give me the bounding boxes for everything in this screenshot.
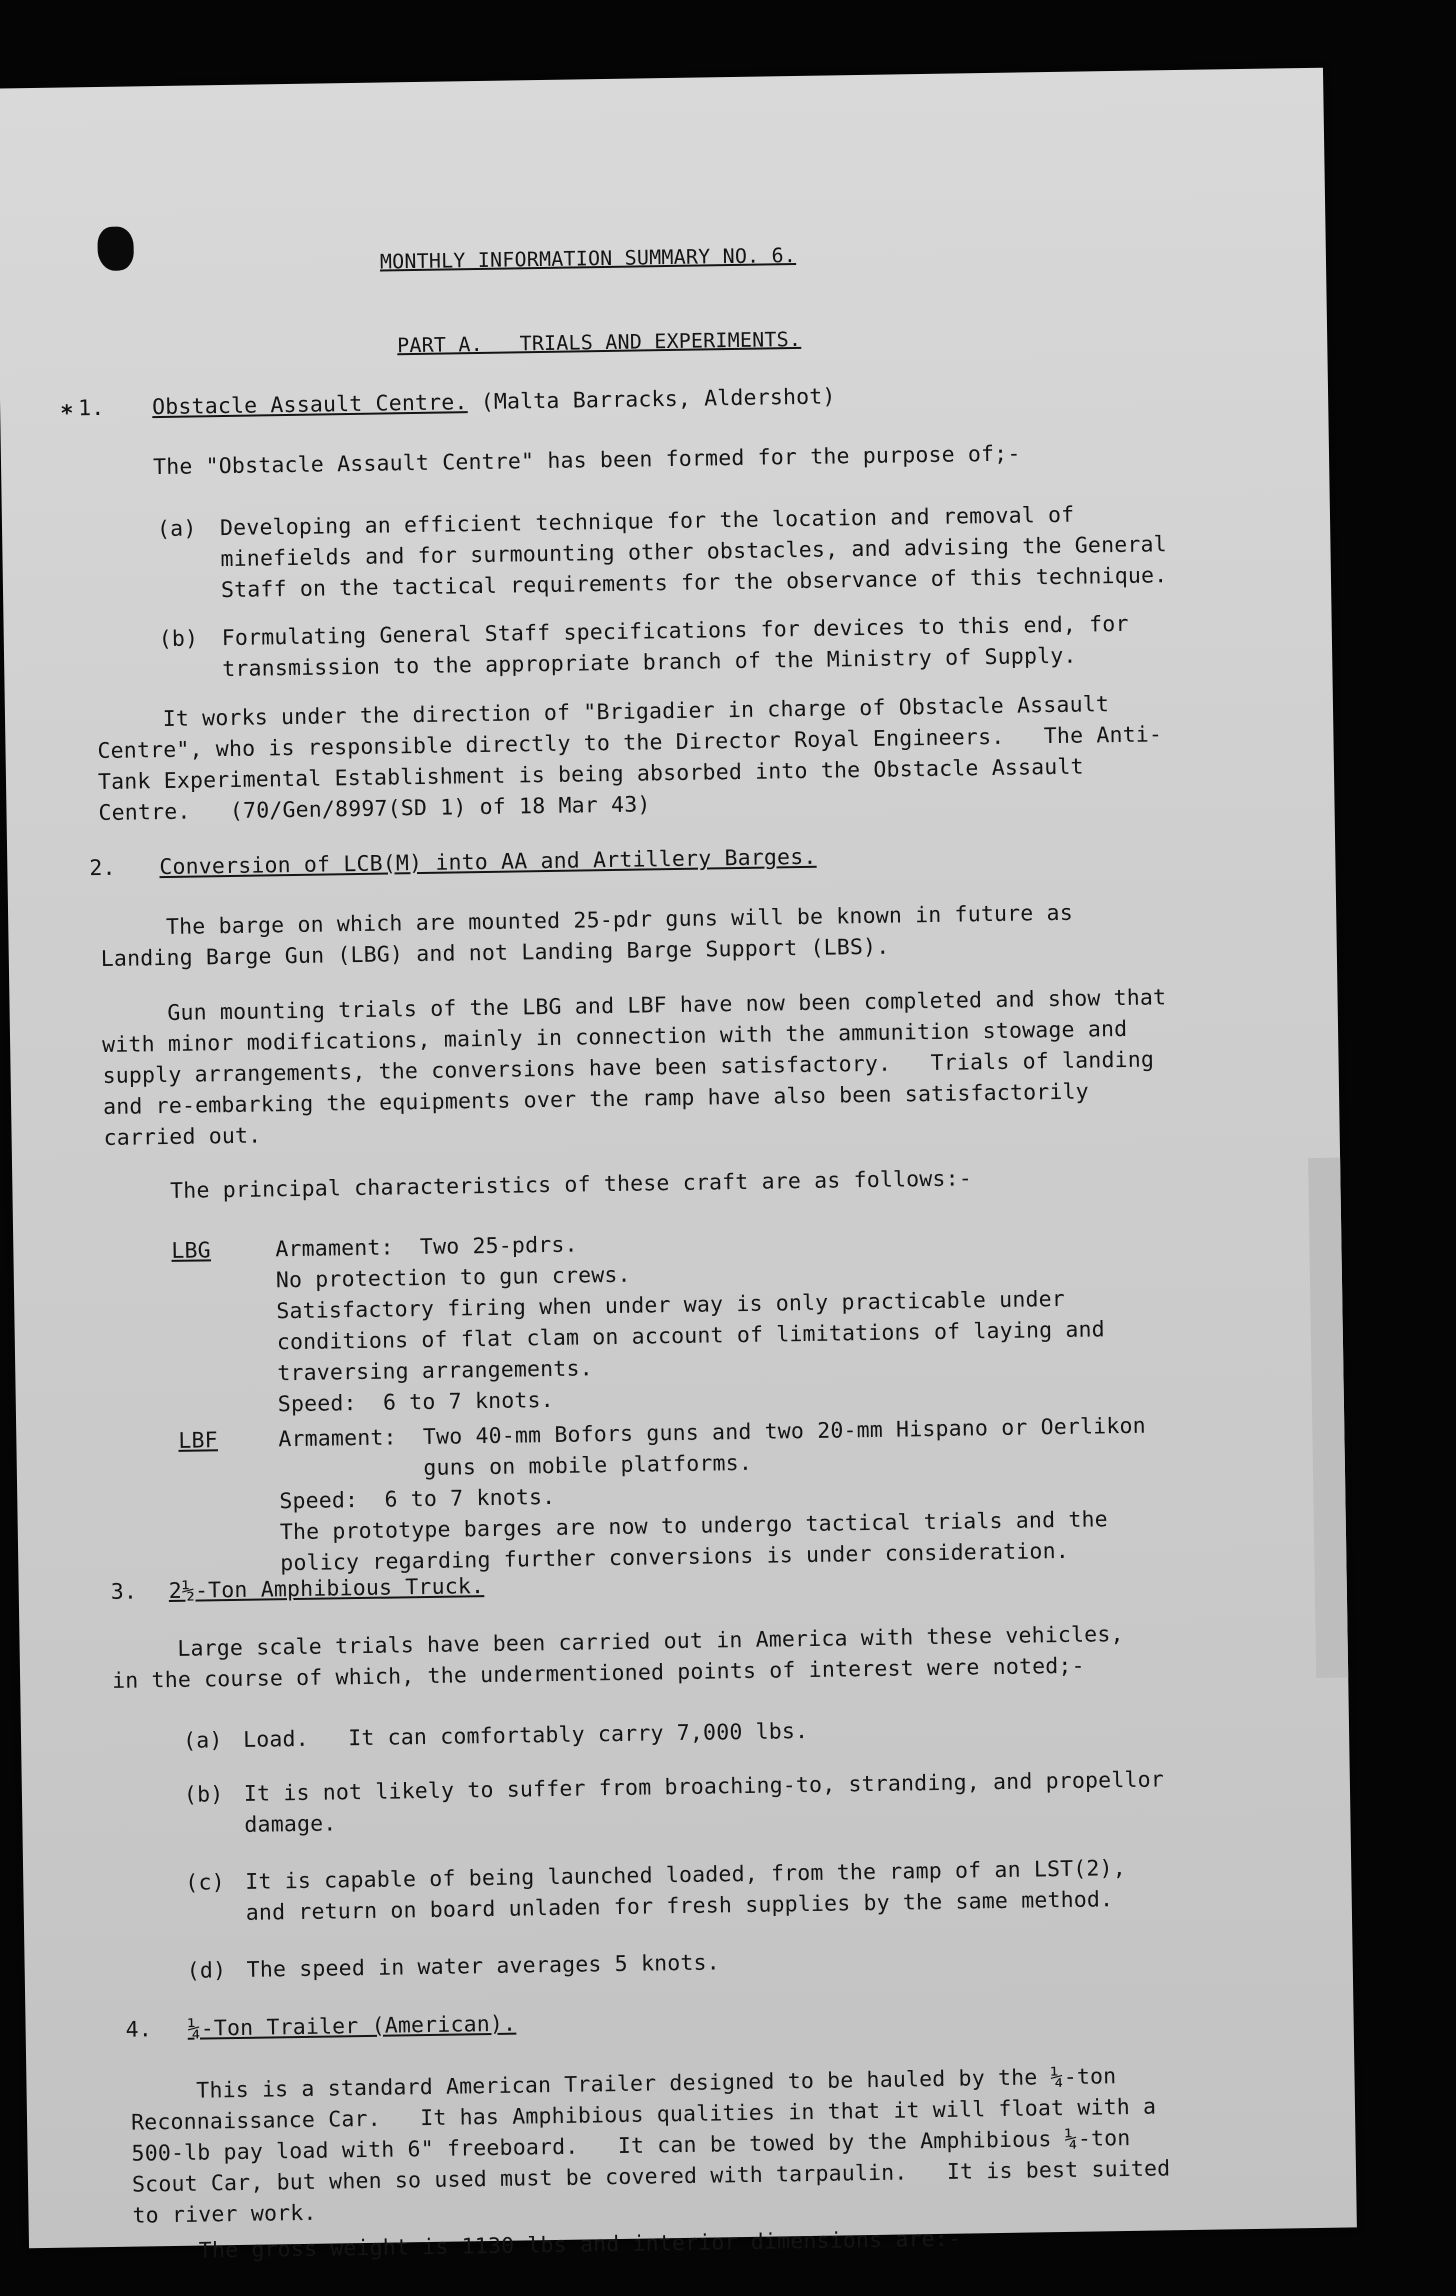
section-3-item-d-text: The speed in water averages 5 knots. — [246, 1950, 721, 1983]
section-1-closing: It works under the direction of "Brigadier in charge of Obstacle Assault Centre", who is responsible directly to the Director Royal Engineers. The Anti- Tank Experimental Establishment is being absorbed into the Obstacle Assault Centre. (70/Gen/8997(SD 1) of 18 Mar 43) — [96, 692, 1163, 827]
section-1-item-a-text: Developing an efficient technique for the location and removal of minefields and for surmounting other obstacles, and advising the General Staff on the tactical requirements for the observance of this technique. — [219, 502, 1168, 604]
section-3-heading — [169, 1571, 485, 1607]
craft-lbg-label: LBG — [171, 1238, 212, 1264]
section-3-item-a-text: Load. It can comfortably carry 7,000 lbs. — [242, 1718, 809, 1753]
section-2-number: 2. — [89, 855, 116, 882]
section-4-number: 4. — [125, 2017, 153, 2043]
craft-lbf-label: LBF — [178, 1428, 219, 1454]
craft-lbf-text: Armament: Two 40-mm Bofors guns and two 20-mm Hispano or Oerlikon guns on mobile platforms. Speed: 6 to 7 knots. The prototype barges are now to undergo tactical trials and the policy regarding further conversions is under consideration. — [278, 1413, 1146, 1577]
section-4-heading — [187, 2009, 516, 2045]
margin-star-mark: * — [60, 401, 74, 427]
section-2-para-1: The barge on which are mounted 25-pdr guns will be known in future as Landing Barge Gun (LBG) and not Landing Barge Support (LBS). — [100, 900, 1074, 973]
section-1-item-b-label: (b) — [158, 626, 199, 653]
section-3-number: 3. — [110, 1579, 138, 1605]
document-content — [0, 68, 1357, 2265]
section-1-location: (Malta Barracks, Aldershot) — [467, 384, 836, 416]
document-title: MONTHLY INFORMATION SUMMARY NO. 6. — [379, 243, 797, 274]
section-3-item-c-text: It is capable of being launched loaded, from the ramp of an LST(2), and return on board unladen for fresh supplies by the same method. — [245, 1856, 1127, 1926]
section-1-heading — [152, 381, 836, 423]
section-1-item-a-label: (a) — [156, 516, 197, 543]
part-heading: PART A. TRIALS AND EXPERIMENTS. — [397, 326, 802, 358]
craft-lbg-text: Armament: Two 25-pdrs. No protection to gun crews. Satisfactory firing when under way is only practicable under conditions of flat clam on account of limitations of laying and traversing arrangements. Speed: 6 to 7 knots. — [275, 1232, 1106, 1418]
section-2-para-2: Gun mounting trials of the LBG and LBF have now been completed and show that with minor modifications, mainly in connection with the ammunition stowage and supply arrangements, the conversions have been satisfactory. Trials of landing and re-embarking the equipments over the ramp have also been satisfactorily carried out. — [101, 985, 1167, 1151]
section-4-title: ¼-Ton Trailer (American). — [187, 2011, 517, 2042]
section-4-para-1: This is a standard American Trailer designed to be hauled by the ¼-ton Reconnaissance Car. It has Amphibious qualities in that it will float with a 500-lb pay load with 6" freeboard. It can be towed by the Amphibious ¼-ton Scout Car, but when so used must be covered with tarpaulin. It is best suited to river work. — [130, 2064, 1171, 2229]
section-4-para-2: The gross weight is 1130 lbs and interior dimensions are:- — [132, 2226, 962, 2265]
section-1-title: Obstacle Assault Centre. — [151, 390, 468, 421]
section-1-item-b-text: Formulating General Staff specifications for devices to this end, for transmission to the appropriate branch of the Ministry of Supply. — [221, 611, 1129, 683]
section-2-heading — [159, 842, 817, 883]
section-3-item-c-label: (c) — [185, 1870, 225, 1896]
section-3-intro: Large scale trials have been carried out in America with these vehicles, in the course of which, the undermentioned points of interest were noted;- — [111, 1622, 1124, 1694]
document-page — [0, 68, 1357, 2265]
section-3-item-b-text: It is not likely to suffer from broaching-to, stranding, and propellor damage. — [243, 1767, 1165, 1838]
section-3-title: 2½-Ton Amphibious Truck. — [168, 1574, 485, 1605]
section-1-number: 1. — [77, 395, 105, 422]
section-2-para-3: The principal characteristics of these craft are as follows:- — [104, 1166, 973, 1205]
section-3-item-a-label: (a) — [182, 1728, 223, 1754]
section-2-title: Conversion of LCB(M) into AA and Artillery Barges. — [159, 844, 817, 881]
section-3-item-d-label: (d) — [186, 1958, 227, 1984]
section-3-item-b-label: (b) — [183, 1782, 224, 1808]
section-1-intro: The "Obstacle Assault Centre" has been formed for the purpose of;- — [152, 441, 1021, 481]
